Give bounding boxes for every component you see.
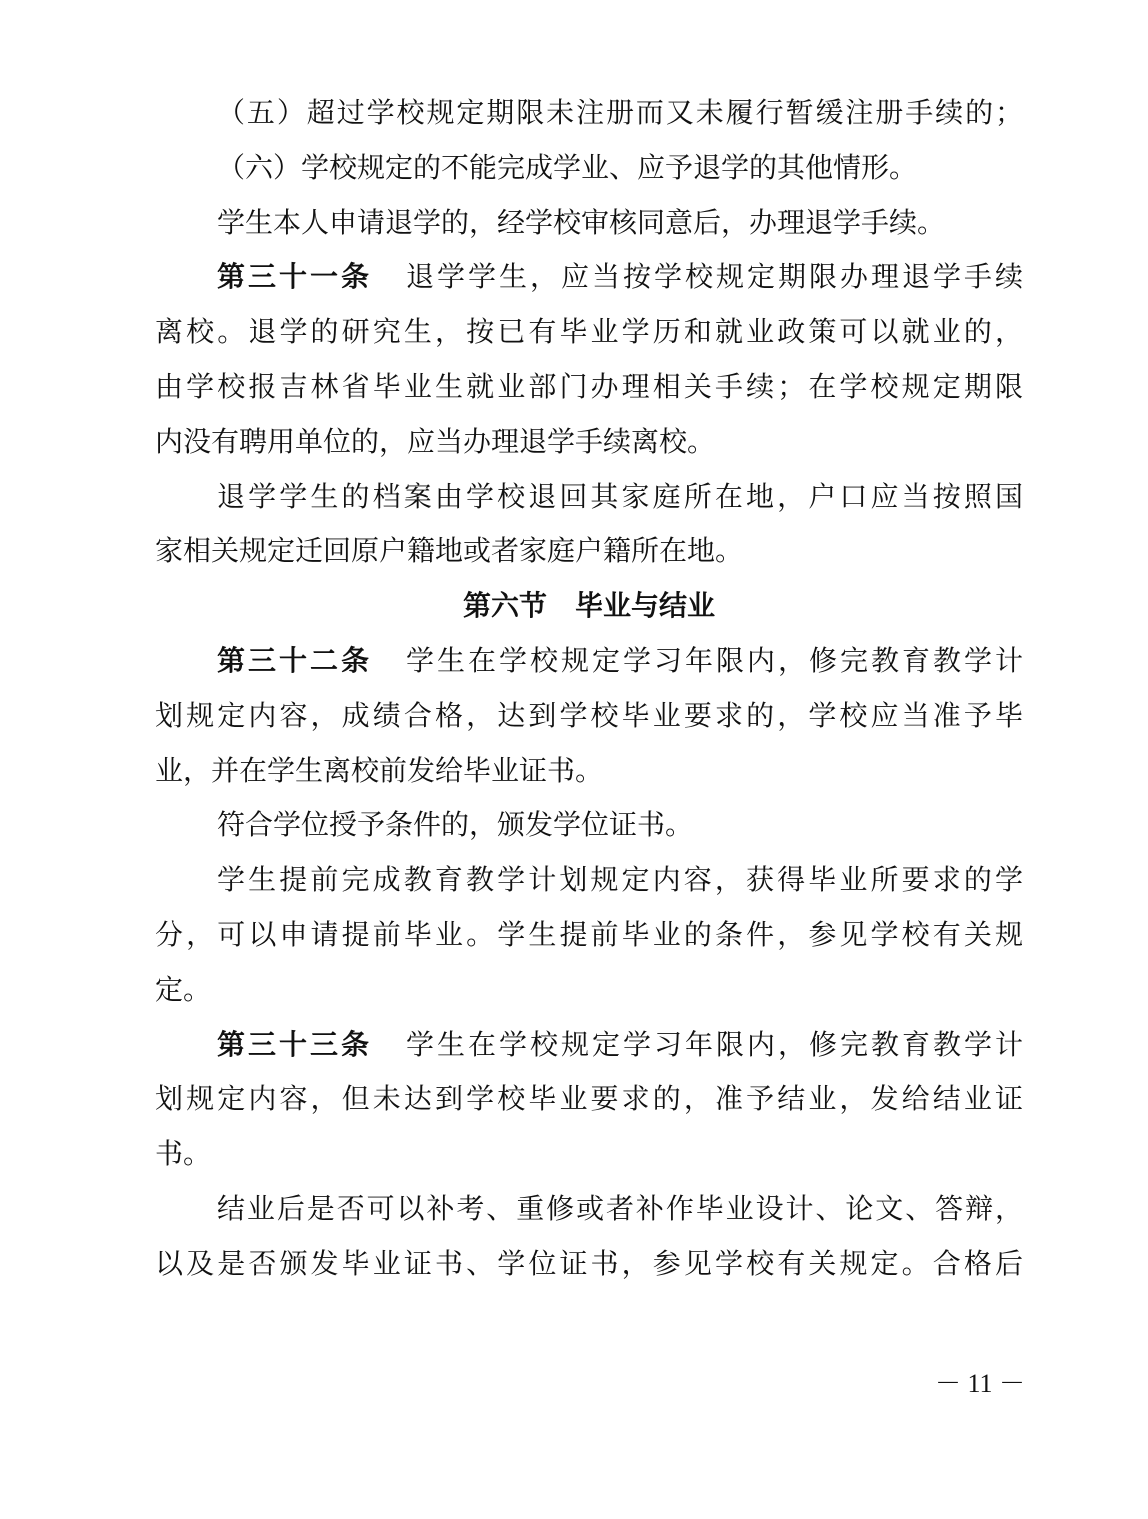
- text-line: 退学学生的档案由学校退回其家庭所在地，户口应当按照国: [217, 479, 1023, 513]
- article-31-label: 第三十一条: [217, 260, 372, 294]
- text-line: （六）学校规定的不能完成学业、应予退学的其他情形。: [217, 150, 918, 184]
- text-line: 家相关规定迁回原户籍地或者家庭户籍所在地。: [155, 534, 744, 568]
- text-line: 业，并在学生离校前发给毕业证书。: [155, 753, 604, 787]
- text-line: 结业后是否可以补考、重修或者补作毕业设计、论文、答辩，: [217, 1191, 1023, 1225]
- text-line: 定。: [155, 972, 212, 1006]
- text-line: 离校。退学的研究生，按已有毕业学历和就业政策可以就业的，: [155, 315, 1023, 349]
- text-line: 学生本人申请退学的，经学校审核同意后，办理退学手续。: [217, 205, 946, 239]
- section-title: 毕业与结业: [575, 589, 716, 623]
- text-line: 书。: [155, 1137, 212, 1171]
- section-heading: [155, 579, 1023, 634]
- article-33-line: [155, 1018, 1023, 1073]
- text-line: 以及是否颁发毕业证书、学位证书，参见学校有关规定。合格后: [155, 1246, 1023, 1280]
- section-number: 第六节: [462, 589, 547, 623]
- article-32-label: 第三十二条: [217, 643, 372, 677]
- text-line: 学生提前完成教育教学计划规定内容，获得毕业所要求的学: [217, 863, 1023, 897]
- text-line: 内没有聘用单位的，应当办理退学手续离校。: [155, 424, 716, 458]
- text-line: 由学校报吉林省毕业生就业部门办理相关手续；在学校规定期限: [155, 369, 1023, 403]
- page-number: － 11 －: [934, 1369, 1026, 1398]
- text-line: 符合学位授予条件的，颁发学位证书。: [217, 808, 694, 842]
- article-33-text: 学生在学校规定学习年限内，修完教育教学计: [406, 1027, 1023, 1061]
- text-line: 分，可以申请提前毕业。学生提前毕业的条件，参见学校有关规: [155, 917, 1023, 951]
- text-line: 划规定内容，但未达到学校毕业要求的，准予结业，发给结业证: [155, 1082, 1023, 1116]
- document-body: [155, 86, 1023, 1292]
- article-31-line: [155, 250, 1023, 305]
- article-32-line: [155, 634, 1023, 689]
- article-31-text: 退学学生，应当按学校规定期限办理退学手续: [406, 260, 1023, 294]
- text-line: 划规定内容，成绩合格，达到学校毕业要求的，学校应当准予毕: [155, 698, 1023, 732]
- article-32-text: 学生在学校规定学习年限内，修完教育教学计: [406, 643, 1023, 677]
- article-33-label: 第三十三条: [217, 1027, 372, 1061]
- text-line: （五）超过学校规定期限未注册而又未履行暂缓注册手续的；: [217, 96, 1023, 129]
